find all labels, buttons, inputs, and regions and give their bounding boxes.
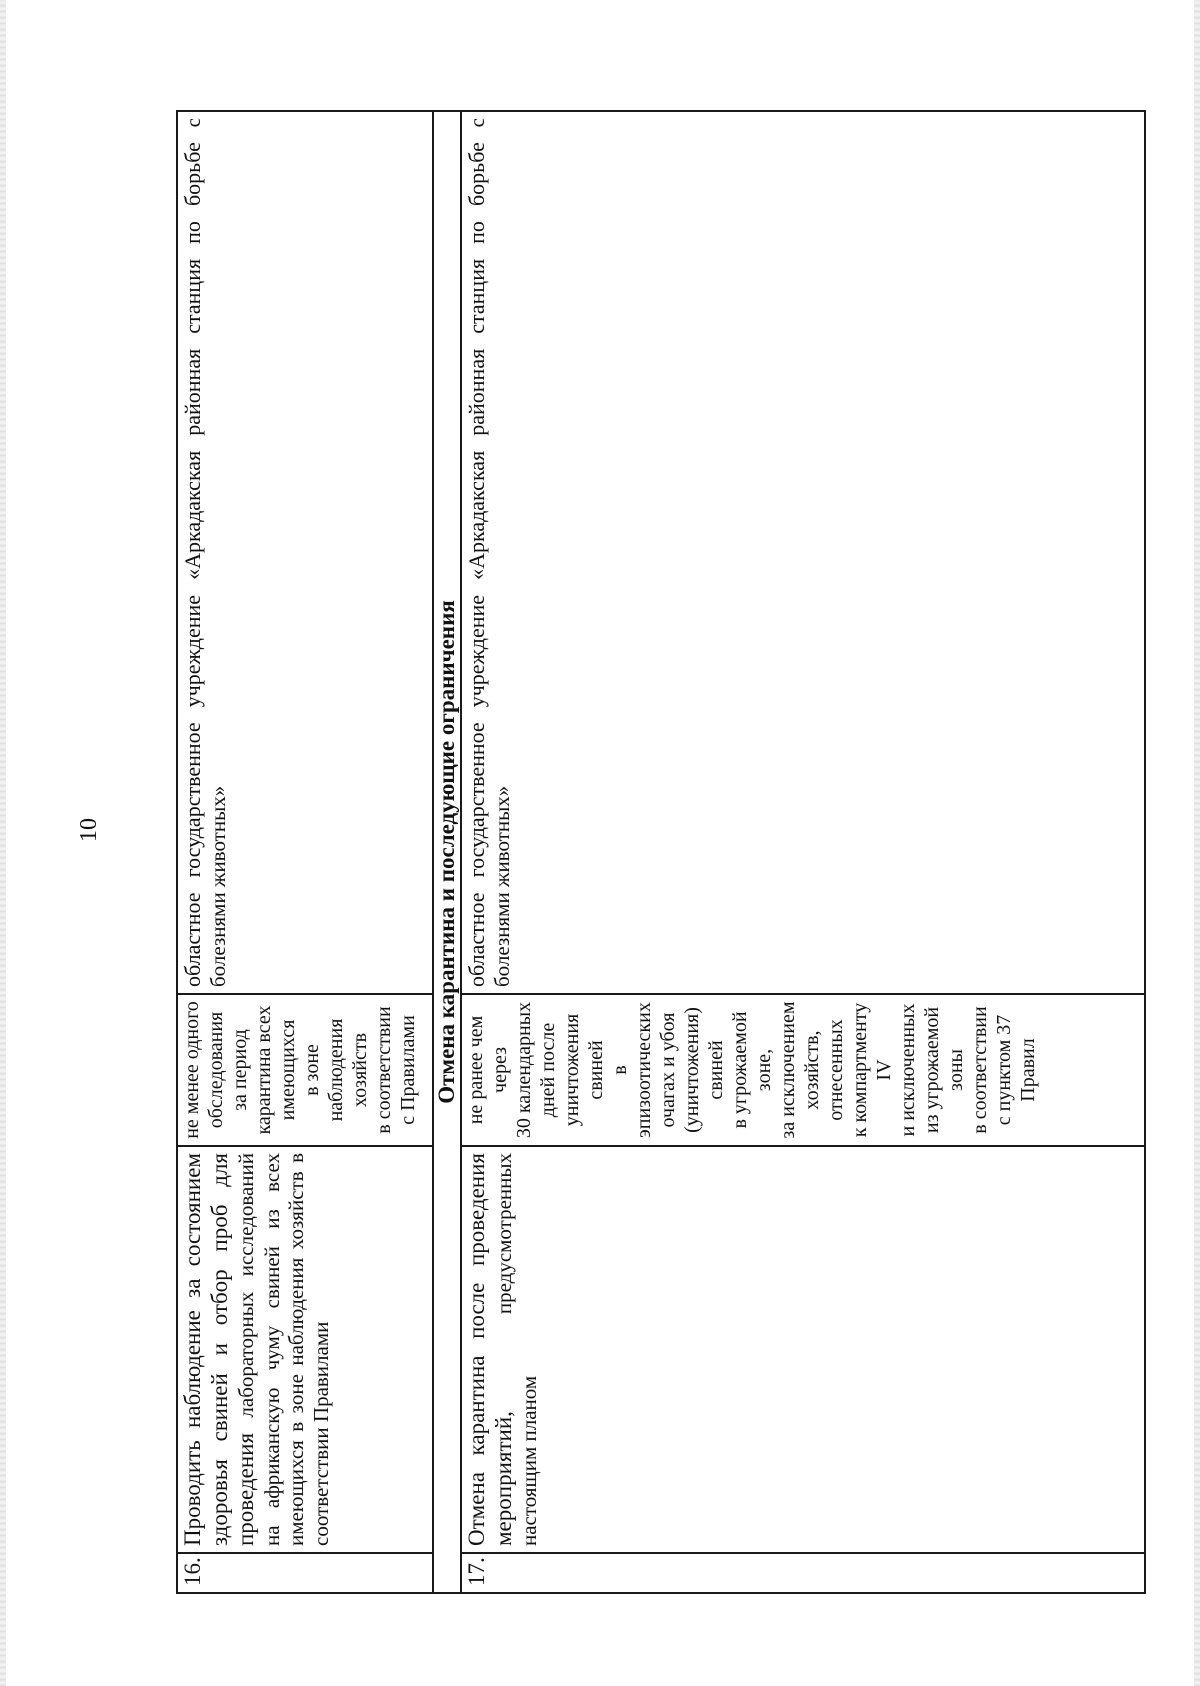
executor-cell [177,111,433,994]
table-row-17 [461,111,1145,1593]
page-number: 10 [76,818,102,842]
scan-edge-right [1194,0,1200,1686]
term-line: в эпизоотических [609,1002,655,1138]
term-line: не менее одного [181,1001,203,1139]
term-line: обследования [205,1011,227,1129]
table-row-16 [177,111,433,1593]
action-text: лабораторных исследований на африканскую чуму свиней из всех имеющихся в зоне наблюдения хозяйств в соответствии Правилами [234,1153,333,1546]
term-line: за исключением [777,1001,799,1139]
term-line: (уничтожения) [681,1007,703,1133]
term-cell [461,994,1145,1146]
executor-text-lead: областное государственное учреждение «Аркадакская районная станция по борьбе [180,142,205,987]
action-cell [461,1146,1145,1553]
term-line: 30 календарных [513,1001,535,1139]
term-line: имеющихся [277,1019,299,1121]
section-title: Отмена карантина и последующие ограничения [433,111,461,1593]
term-line: в соответствии [969,1006,991,1134]
executor-text: с болезнями животных» [181,117,230,987]
term-line: свиней [705,1040,727,1100]
action-text: предусмотренных настоящим планом [491,1153,542,1546]
term-line: к компартменту IV [849,1002,895,1138]
rotated-table-container [176,112,1138,1594]
term-line: дней после [537,1022,559,1118]
term-line: карантина всех [253,1005,275,1135]
term-line: в зоне наблюдения [301,1018,347,1122]
section-header-row [433,111,461,1593]
executor-text-lead: областное государственное учреждение «Аркадакская районная станция по борьбе [464,142,489,987]
term-line: Правил [1017,1038,1039,1102]
term-line: хозяйств [349,1032,371,1108]
action-text-lead: Отмена карантина после проведения мероприятий, [464,1153,516,1546]
term-line: не ранее чем через [465,1015,511,1125]
term-line: в угрожаемой зоне, [729,1011,775,1129]
row-number: 17. [461,1553,1145,1593]
term-line: уничтожения [561,1013,583,1127]
term-cell [177,994,433,1146]
term-line: с Правилами [397,1015,419,1125]
term-line: с пунктом 37 [993,1014,1015,1126]
measures-table [176,110,1146,1594]
term-line: из угрожаемой [921,1006,943,1134]
executor-text: с болезнями животных» [465,117,514,987]
term-line: отнесенных [825,1019,847,1121]
executor-cell [461,111,1145,994]
term-line: за период [229,1029,251,1111]
term-line: хозяйств, [801,1030,823,1110]
term-line: в соответствии [373,1006,395,1134]
action-text-lead: Проводить наблюдение за состоянием здоровья свиней и отбор проб для проведения [180,1153,259,1546]
row-number: 16. [177,1553,433,1593]
term-line: свиней [585,1040,607,1100]
term-line: очагах и убоя [657,1012,679,1128]
action-cell [177,1146,433,1553]
term-line: и исключенных [897,1003,919,1137]
term-line: зоны [945,1049,967,1091]
scan-edge-left [0,0,6,1686]
